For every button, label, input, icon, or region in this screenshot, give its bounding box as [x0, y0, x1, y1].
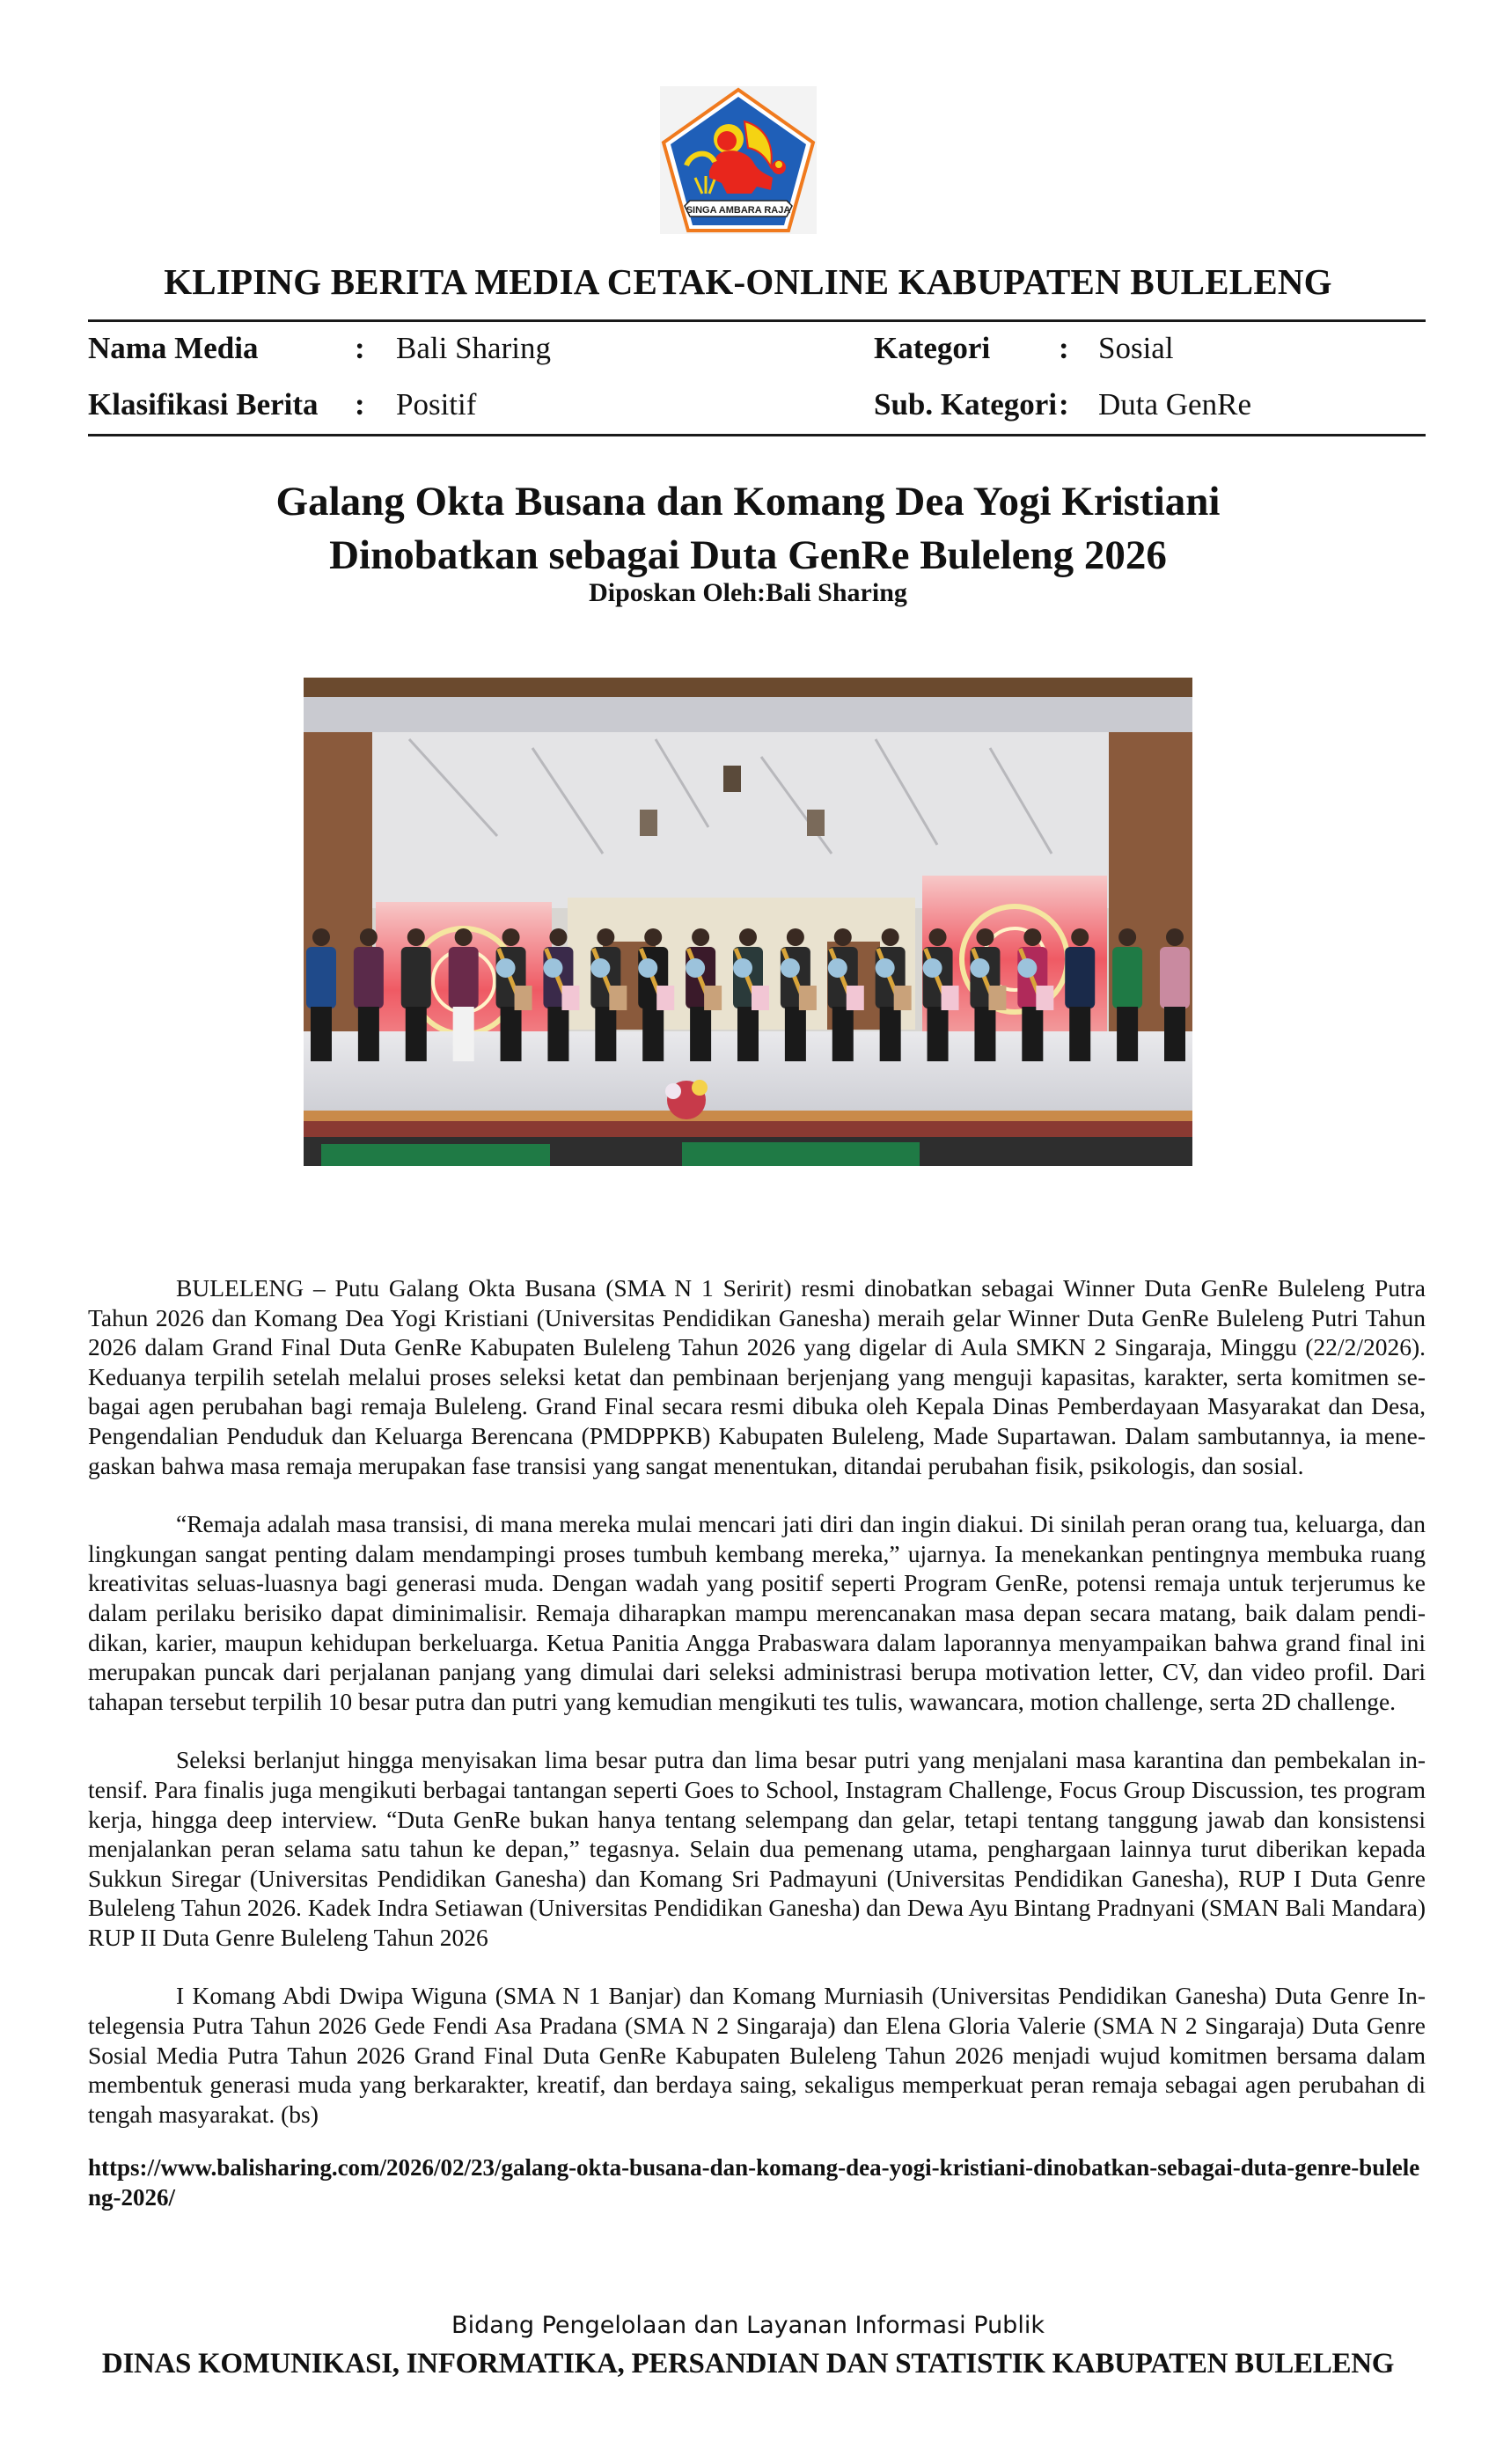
- buleleng-regency-emblem-icon: [660, 86, 817, 234]
- person-silhouette: [354, 928, 384, 1061]
- article-paragraph: Seleksi berlanjut hingga menyisakan lima besar putra dan lima besar putri yang menjalani masa karantina dan pembekalan intensif. Para finalis juga mengikuti berbagai tantangan seperti Goes to School, Instagram Challenge, Focus Group Discussion, tes program kerja, hingga deep interview. “Duta GenRe bukan hanya tentang selempang dan gelar, tetapi tentang tanggung jawab dan konsistensi menjalankan peran selama satu tahun ke depan,” tegasnya. Selain dua pemenang utama, penghargaan lainnya turut diberikan kepada Sukkun Siregar (Universitas Pendidikan Ganesha) dan Komang Sri Padmayuni (Universitas Pendidikan Ganesha), RUP I Duta Genre Buleleng Tahun 2026. Kadek Indra Setiawan (Universitas Pendidikan Ganesha) dan Dewa Ayu Bintang Pradnyani (SMAN Bali Mandara) RUP II Duta Genre Buleleng Tahun 2026: [88, 1746, 1426, 1951]
- meta-colon: :: [1059, 387, 1069, 422]
- article-byline: Diposkan Oleh:Bali Sharing: [589, 578, 907, 607]
- meta-label: Sub. Kategori: [874, 387, 1058, 422]
- meta-klasifikasi-berita: [88, 387, 704, 422]
- person-silhouette: [401, 928, 431, 1061]
- meta-value: Positif: [396, 387, 477, 422]
- person-silhouette: [306, 928, 336, 1061]
- meta-value: Bali Sharing: [396, 331, 551, 365]
- event-group-photo: [304, 678, 1192, 1166]
- meta-label: Kategori: [874, 331, 991, 365]
- header-divider-top: [88, 319, 1426, 322]
- footer-department: Bidang Pengelolaan dan Layanan Informasi Publik: [451, 2312, 1045, 2339]
- footer-agency: DINAS KOMUNIKASI, INFORMATIKA, PERSANDIAN DAN STATISTIK KABUPATEN BULELENG: [101, 2348, 1395, 2380]
- source-url-link[interactable]: https://www.balisharing.com/2026/02/23/galang-okta-busana-dan-komang-dea-yogi-kristiani-dinobatkan-sebagai-duta-genre-buleleng-2026/: [88, 2154, 1420, 2211]
- meta-sub-kategori: [874, 387, 1402, 422]
- header-divider-bottom: [88, 434, 1426, 436]
- article-headline: [0, 475, 1496, 583]
- meta-kategori: [874, 331, 1402, 366]
- buleleng-emblem-logo: [660, 86, 817, 234]
- meta-colon: :: [355, 387, 365, 422]
- meta-value: Duta GenRe: [1098, 387, 1251, 422]
- person-silhouette: [449, 928, 479, 1061]
- emblem-motto: SINGA AMBARA RAJA: [686, 205, 791, 216]
- headline-line-2: Dinobatkan sebagai Duta GenRe Buleleng 2026: [329, 532, 1167, 578]
- person-silhouette: [1160, 928, 1190, 1061]
- article-paragraph: BULELENG – Putu Galang Okta Busana (SMA N 1 Seririt) resmi dinobatkan sebagai Winner Duta GenRe Buleleng Putra Tahun 2026 dan Komang Dea Yogi Kristiani (Universitas Pendidikan Ganesha) meraih gelar Winner Duta GenRe Buleleng Putri Tahun 2026 dalam Grand Final Duta GenRe Kabupaten Buleleng Tahun 2026 yang digelar di Aula SMKN 2 Singaraja, Minggu (22/2/2026). Keduanya terpilih setelah melalui proses seleksi ketat dan pembinaan berjenjang yang menguji kapasitas, karakter, serta komitmen sebagai agen perubahan bagi remaja Buleleng. Grand Final secara resmi dibuka oleh Kepala Dinas Pemberdayaan Masyarakat dan Desa, Pengendalian Penduduk dan Keluarga Berencana (PMDPPKB) Kabupaten Buleleng, Made Supartawan. Dalam sambutannya, ia menegaskan bahwa masa remaja merupakan fase transisi yang sangat menentukan, ditandai perubahan fisik, psikologis, dan sosial.: [88, 1274, 1426, 1479]
- document-title: KLIPING BERITA MEDIA CETAK-ONLINE KABUPATEN BULELENG: [164, 261, 1332, 302]
- meta-label: Nama Media: [88, 331, 259, 365]
- article-paragraph: I Komang Abdi Dwipa Wiguna (SMA N 1 Banjar) dan Komang Murniasih (Universitas Pendidikan Ganesha) Duta Genre Intelegensia Putra Tahun 2026 Gede Fendi Asa Pradana (SMA N 2 Singaraja) dan Elena Gloria Valerie (SMA N 2 Singaraja) Duta Genre Sosial Media Putra Tahun 2026 Grand Final Duta GenRe Kabupaten Buleleng Tahun 2026 menjadi wujud komitmen bersama dalam membentuk generasi muda yang berkarakter, kreatif, dan berdaya saing, sekaligus memperkuat peran remaja sebagai agen perubahan di tengah masyarakat. (bs): [88, 1982, 1426, 2128]
- meta-label: Klasifikasi Berita: [88, 387, 319, 422]
- headline-line-1: Galang Okta Busana dan Komang Dea Yogi Kristiani: [275, 479, 1221, 524]
- person-silhouette: [1112, 928, 1142, 1061]
- article-paragraph: “Remaja adalah masa transisi, di mana mereka mulai mencari jati diri dan ingin diakui. Di sinilah peran orang tua, keluarga, dan lingkungan sangat penting dalam mendampingi proses tumbuh kembang mereka,” ujarnya. Ia menekankan pentingnya membuka ruang kreativitas seluas-luasnya bagi generasi muda. Dengan wadah yang positif seperti Program GenRe, potensi remaja untuk terjerumus ke dalam perilaku berisiko dapat diminimalisir. Remaja diharapkan mampu merencanakan masa depan secara matang, baik dalam pendidikan, karier, maupun kehidupan berkeluarga. Ketua Panitia Angga Prabaswara dalam laporannya menyampaikan bahwa grand final ini merupakan puncak dari perjalanan panjang yang dimulai dari seleksi administrasi berupa motivation letter, CV, dan video profil. Dari tahapan tersebut terpilih 10 besar putra dan putri yang kemudian mengikuti tes tulis, wawancara, motion challenge, serta 2D challenge.: [88, 1510, 1426, 1715]
- article-photo: [304, 678, 1192, 1166]
- meta-value: Sosial: [1098, 331, 1174, 365]
- meta-nama-media: [88, 331, 704, 366]
- meta-colon: :: [355, 331, 365, 365]
- person-silhouette: [1065, 928, 1095, 1061]
- meta-colon: :: [1059, 331, 1069, 365]
- article-body: [88, 1273, 1426, 2158]
